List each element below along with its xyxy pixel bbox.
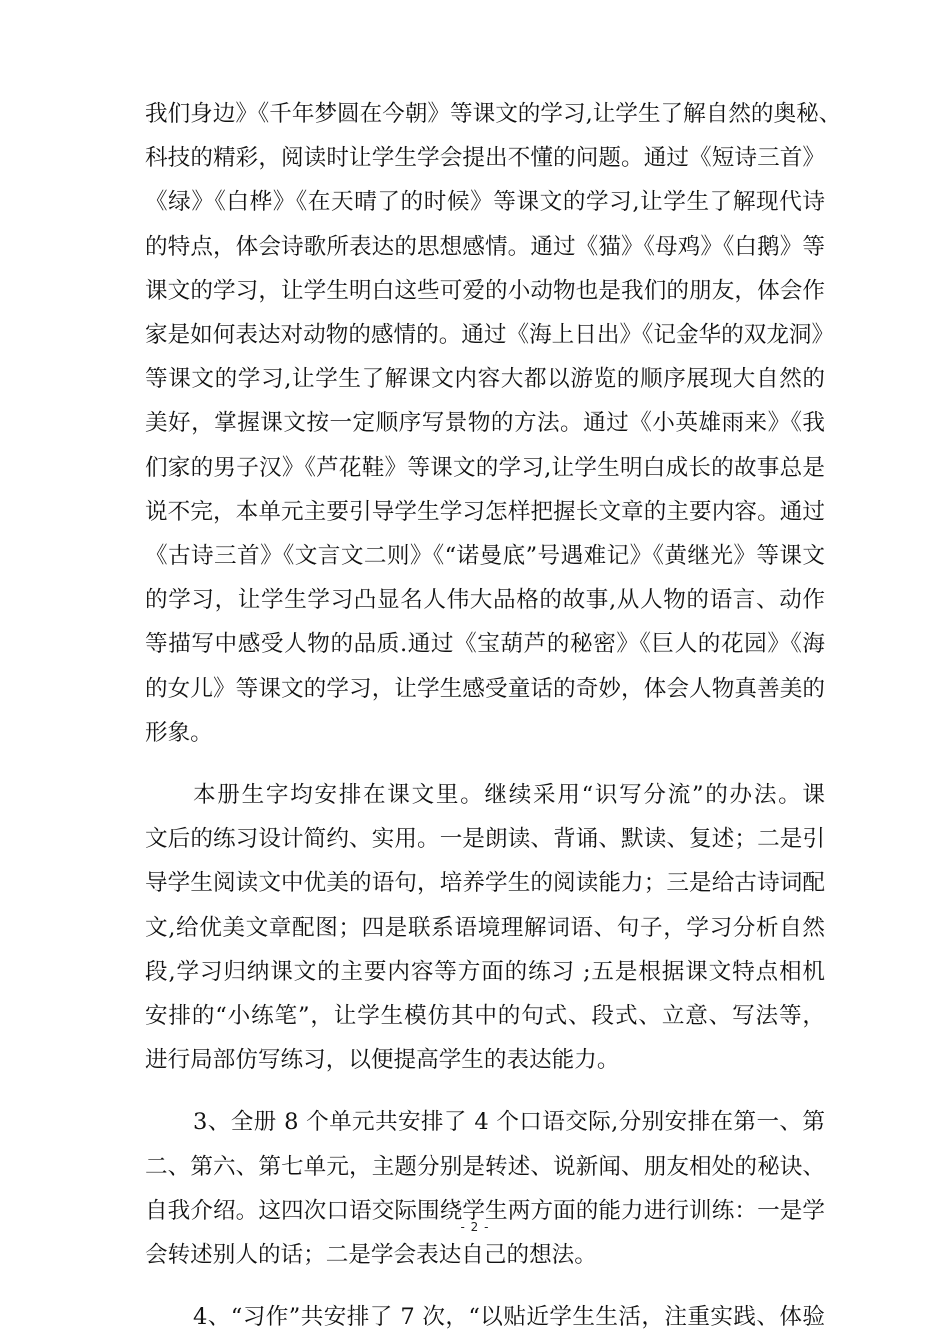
paragraph-1-line-10: 说不完，本单元主要引导学生学习怎样把握长文章的主要内容。通过 — [145, 499, 825, 525]
page-number: - 2 - — [460, 1220, 490, 1234]
paragraph-3-line-4: 会转述别人的话；二是学会表达自己的想法。 — [145, 1242, 597, 1268]
paragraph-1-line-7: 等课文的学习,让学生了解课文内容大都以游览的顺序展现大自然的 — [145, 366, 825, 392]
paragraph-2-line-7: 进行局部仿写练习，以便提高学生的表达能力。 — [145, 1047, 620, 1073]
paragraph-1-line-12: 的学习，让学生学习凸显名人伟大品格的故事,从人物的语言、动作 — [145, 587, 825, 613]
paragraph-1-line-14: 的女儿》等课文的学习，让学生感受童话的奇妙，体会人物真善美的 — [145, 676, 825, 702]
paragraph-1-line-8: 美好，掌握课文按一定顺序写景物的方法。通过《小英雄雨来》《我 — [145, 410, 825, 436]
paragraph-1-line-15: 形象。 — [145, 720, 213, 746]
paragraph-3-line-2: 二、第六、第七单元，主题分别是转述、说新闻、朋友相处的秘诀、 — [145, 1154, 825, 1180]
paragraph-1-line-5: 课文的学习，让学生明白这些可爱的小动物也是我们的朋友，体会作 — [145, 278, 825, 304]
paragraph-1-line-3: 《绿》《白桦》《在天晴了的时候》等课文的学习,让学生了解现代诗 — [145, 189, 825, 215]
paragraph-1-line-2: 科技的精彩，阅读时让学生学会提出不懂的问题。通过《短诗三首》 — [145, 145, 825, 171]
paragraph-2-line-5: 段,学习归纳课文的主要内容等方面的练习 ;五是根据课文特点相机 — [145, 959, 825, 985]
paragraph-1-line-9: 们家的男子汉》《芦花鞋》等课文的学习,让学生明白成长的故事总是 — [145, 455, 825, 481]
paragraph-1-line-13: 等描写中感受人物的品质.通过《宝葫芦的秘密》《巨人的花园》《海 — [145, 631, 825, 657]
paragraph-2-line-2: 文后的练习设计简约、实用。一是朗读、背诵、默读、复述；二是引 — [145, 826, 825, 852]
paragraph-1-line-11: 《古诗三首》《文言文二则》《“诺曼底”号遇难记》《黄继光》等课文 — [145, 543, 825, 569]
paragraph-1-line-1: 我们身边》《千年梦圆在今朝》等课文的学习,让学生了解自然的奥秘、 — [145, 101, 842, 127]
paragraph-3-line-1: 3、全册 8 个单元共安排了 4 个口语交际,分别安排在第一、第 — [193, 1109, 825, 1135]
paragraph-2-line-3: 导学生阅读文中优美的语句，培养学生的阅读能力；三是给古诗词配 — [145, 870, 825, 896]
paragraph-2-line-4: 文,给优美文章配图；四是联系语境理解词语、句子，学习分析自然 — [145, 915, 825, 941]
paragraph-1-line-6: 家是如何表达对动物的感情的。通过《海上日出》《记金华的双龙洞》 — [145, 322, 835, 348]
paragraph-3-line-3: 自我介绍。这四次口语交际围绕学生两方面的能力进行训练：一是学 — [145, 1198, 825, 1224]
paragraph-1-line-4: 的特点，体会诗歌所表达的思想感情。通过《猫》《母鸡》《白鹅》等 — [145, 234, 825, 260]
paragraph-2-line-6: 安排的“小练笔”，让学生模仿其中的句式、段式、立意、写法等， — [145, 1003, 825, 1029]
paragraph-2-line-1: 本册生字均安排在课文里。继续采用“识写分流”的办法。课 — [193, 782, 825, 808]
paragraph-4-line-1: 4、“习作”共安排了 7 次，“以贴近学生生活，注重实践、体验 — [193, 1304, 825, 1330]
